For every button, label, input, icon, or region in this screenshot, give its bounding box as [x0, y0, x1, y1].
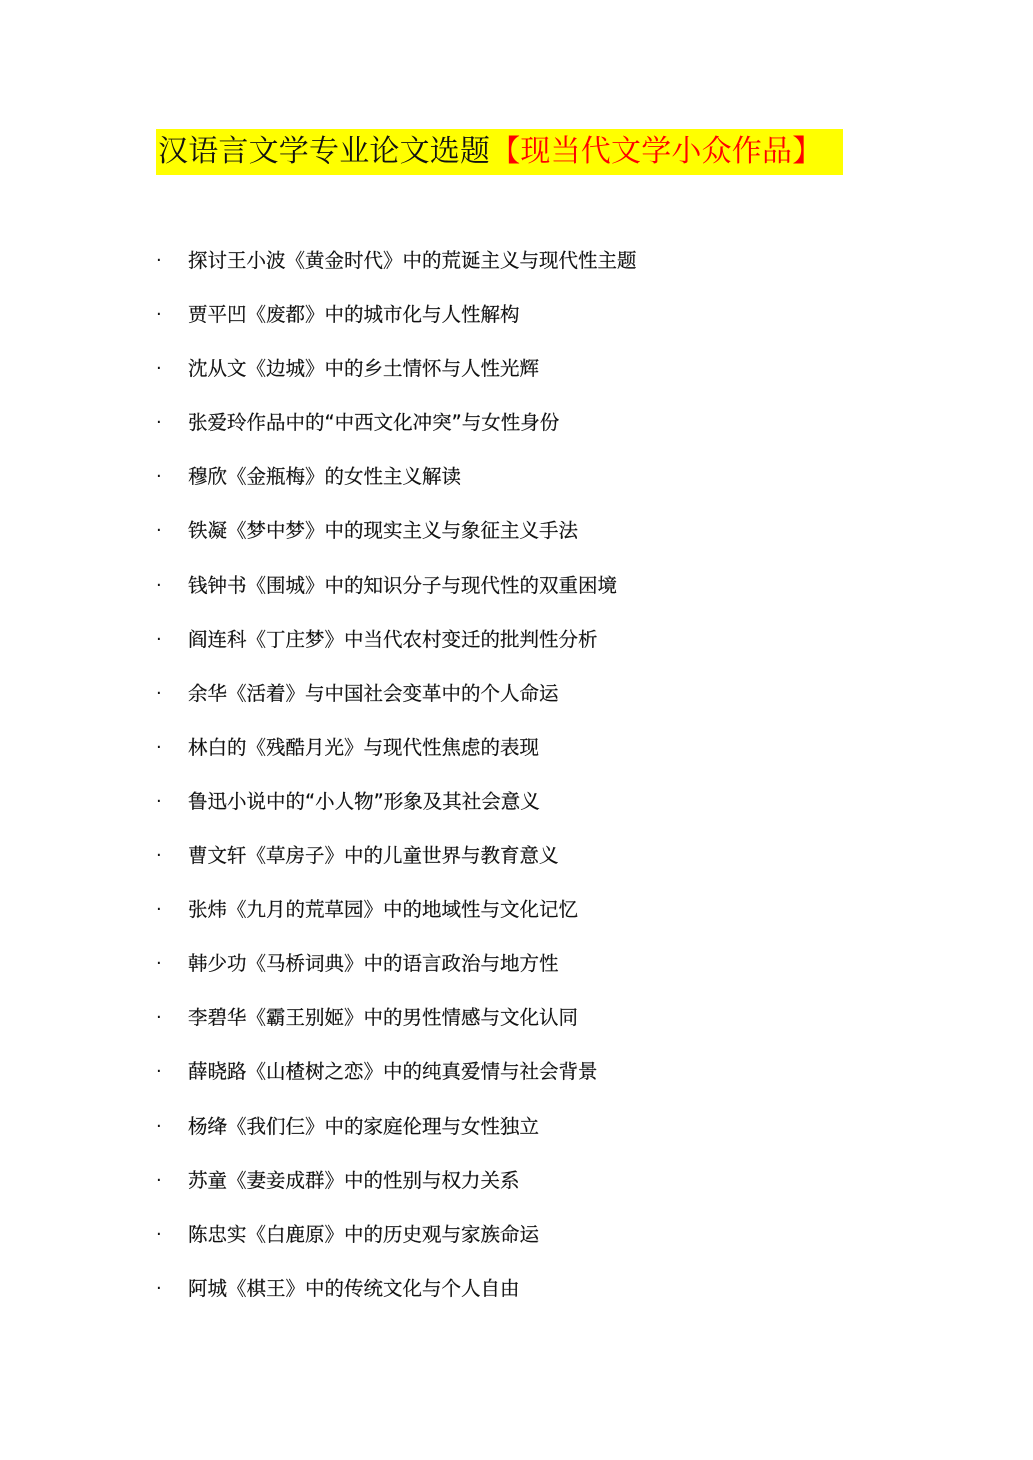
topic-text: 陈忠实《白鹿原》中的历史观与家族命运 — [188, 1222, 540, 1246]
bullet-icon: · — [156, 304, 162, 326]
list-item — [156, 296, 856, 350]
list-item — [156, 242, 856, 296]
bullet-icon: · — [156, 1115, 162, 1137]
list-item — [156, 945, 856, 999]
page-title-highlight: 【现当代文学小众作品】 — [490, 134, 823, 169]
bullet-icon: · — [156, 845, 162, 867]
topic-text: 铁凝《梦中梦》中的现实主义与象征主义手法 — [188, 519, 579, 543]
list-item — [156, 1162, 856, 1216]
bullet-icon: · — [156, 520, 162, 542]
topic-text: 薛晓路《山楂树之恋》中的纯真爱情与社会背景 — [188, 1060, 598, 1084]
topic-text: 余华《活着》与中国社会变革中的个人命运 — [188, 681, 559, 705]
topic-text: 贾平凹《废都》中的城市化与人性解构 — [188, 303, 520, 327]
topic-text: 钱钟书《围城》中的知识分子与现代性的双重困境 — [188, 573, 618, 597]
list-item — [156, 621, 856, 675]
bullet-icon: · — [156, 412, 162, 434]
bullet-icon: · — [156, 1007, 162, 1029]
list-item — [156, 350, 856, 404]
topic-text: 苏童《妻妾成群》中的性别与权力关系 — [188, 1168, 520, 1192]
bullet-icon: · — [156, 1061, 162, 1083]
list-item — [156, 1216, 856, 1270]
topic-text: 探讨王小波《黄金时代》中的荒诞主义与现代性主题 — [188, 249, 637, 272]
topic-text: 阿城《棋王》中的传统文化与个人自由 — [188, 1276, 520, 1300]
topic-text: 阎连科《丁庄梦》中当代农村变迁的批判性分析 — [188, 627, 598, 651]
topic-text: 林白的《残酷月光》与现代性焦虑的表现 — [188, 735, 540, 759]
bullet-icon: · — [156, 790, 162, 812]
title-highlight-band — [156, 129, 843, 175]
bullet-icon: · — [156, 1277, 162, 1299]
bullet-icon: · — [156, 1223, 162, 1245]
topic-list — [156, 242, 856, 1324]
topic-text: 鲁迅小说中的“小人物”形象及其社会意义 — [188, 789, 540, 813]
list-item — [156, 1053, 856, 1107]
list-item — [156, 891, 856, 945]
topic-text: 沈从文《边城》中的乡土情怀与人性光辉 — [188, 357, 540, 381]
list-item — [156, 837, 856, 891]
topic-text: 张爱玲作品中的“中西文化冲突”与女性身份 — [188, 411, 560, 435]
list-item — [156, 404, 856, 458]
list-item — [156, 567, 856, 621]
list-item — [156, 675, 856, 729]
bullet-icon: · — [156, 1169, 162, 1191]
list-item — [156, 783, 856, 837]
list-item — [156, 729, 856, 783]
topic-text: 韩少功《马桥词典》中的语言政治与地方性 — [188, 952, 559, 976]
page-title-main: 汉语言文学专业论文选题 — [158, 134, 491, 169]
topic-text: 杨绛《我们仨》中的家庭伦理与女性独立 — [188, 1114, 540, 1138]
bullet-icon: · — [156, 899, 162, 921]
bullet-icon: · — [156, 250, 162, 271]
bullet-icon: · — [156, 574, 162, 596]
list-item — [156, 1270, 856, 1324]
topic-text: 李碧华《霸王别姬》中的男性情感与文化认同 — [188, 1006, 579, 1030]
list-item — [156, 999, 856, 1053]
list-item — [156, 512, 856, 566]
bullet-icon: · — [156, 466, 162, 488]
page-title — [158, 133, 822, 171]
bullet-icon: · — [156, 628, 162, 650]
list-item — [156, 1108, 856, 1162]
list-item — [156, 458, 856, 512]
topic-text: 张炜《九月的荒草园》中的地域性与文化记忆 — [188, 898, 579, 922]
topic-text: 穆欣《金瓶梅》的女性主义解读 — [188, 465, 462, 489]
bullet-icon: · — [156, 682, 162, 704]
bullet-icon: · — [156, 736, 162, 758]
topic-text: 曹文轩《草房子》中的儿童世界与教育意义 — [188, 844, 559, 868]
bullet-icon: · — [156, 953, 162, 975]
bullet-icon: · — [156, 358, 162, 380]
